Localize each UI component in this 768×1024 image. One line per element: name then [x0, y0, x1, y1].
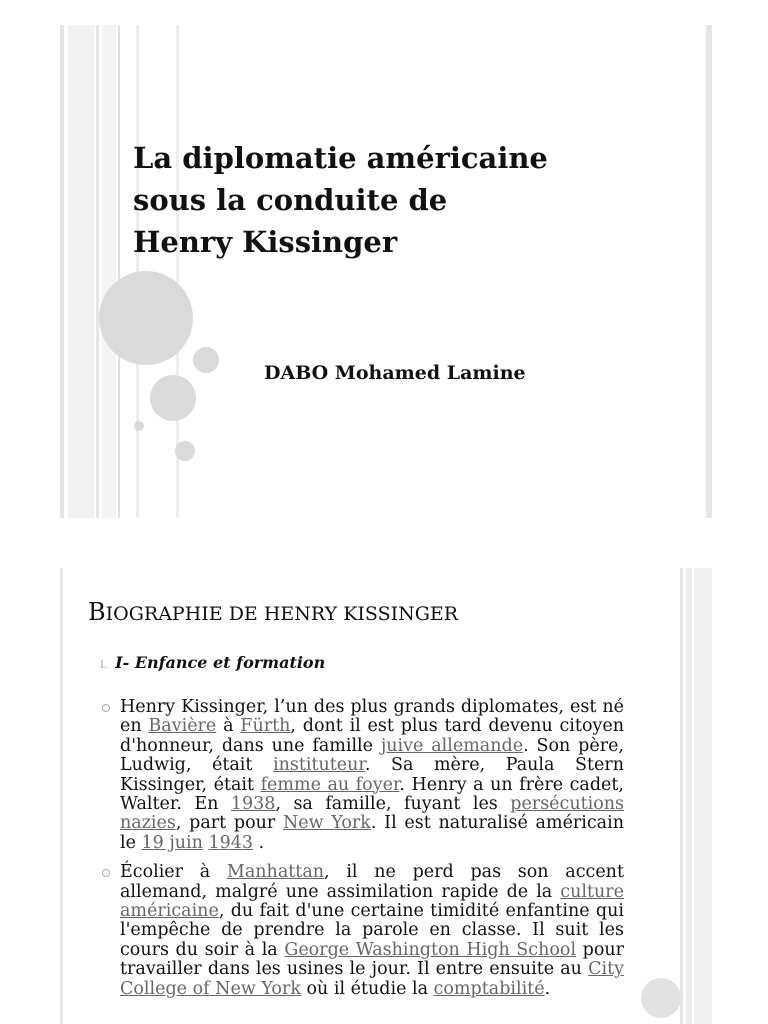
presentation-title — [133, 137, 548, 263]
decor-stripe — [706, 25, 712, 518]
text-segment: . Henry a un frère cadet, Walter. En — [120, 774, 624, 815]
text-segment: où il étudie la — [300, 978, 434, 999]
title-line: sous la conduite de — [133, 183, 448, 217]
bullet-text — [120, 862, 624, 998]
wiki-link[interactable]: Manhattan — [226, 862, 325, 883]
list-number: I. — [100, 660, 108, 671]
text-segment: Écolier à — [120, 862, 227, 883]
text-segment: à — [216, 716, 241, 737]
wiki-link[interactable]: Bavière — [148, 716, 217, 737]
text-segment: . — [253, 832, 265, 853]
wiki-link[interactable]: Fürth — [240, 716, 291, 737]
text-segment: Henry Kissinger, l’un des plus grands diplomates, est né en — [120, 697, 624, 737]
bullet-circle-icon — [102, 704, 110, 712]
decor-stripe — [102, 25, 116, 518]
decor-circle — [134, 421, 144, 431]
text-segment: , il ne perd pas son accent allemand, malgré une assimilation rapide de la — [120, 862, 624, 902]
title-line: La diplomatie américaine — [133, 141, 548, 175]
bullet-item — [100, 698, 624, 853]
decor-stripe — [60, 568, 63, 1024]
wiki-link[interactable]: New York — [282, 813, 371, 834]
decor-circle — [175, 441, 195, 461]
text-segment: . Son père, Ludwig, était — [120, 735, 624, 776]
text-segment: , part pour — [175, 813, 283, 834]
title-initial: B — [88, 598, 106, 626]
text-segment: , du fait d'une certaine timidité enfantine qui l'empêche de prendre la parole en classe. Il suit les cours du soir à la — [120, 901, 624, 960]
decor-stripe — [118, 25, 120, 518]
wiki-link[interactable]: juive allemande — [380, 735, 524, 756]
wiki-link[interactable]: femme au foyer — [260, 774, 400, 795]
decor-stripe — [96, 25, 99, 518]
text-segment: . Il est naturalisé américain le — [120, 813, 624, 853]
bullet-list — [100, 698, 624, 1009]
text-segment: . Sa mère, Paula Stern Kissinger, était — [120, 755, 624, 795]
decor-stripe — [686, 568, 692, 1024]
wiki-link[interactable]: instituteur — [272, 755, 365, 776]
author-name: DABO Mohamed Lamine — [264, 362, 526, 384]
wiki-link[interactable]: City College of New York — [120, 959, 624, 999]
title-rest: IOGRAPHIE DE HENRY KISSINGER — [105, 603, 459, 625]
decor-stripe — [68, 25, 94, 518]
title-line: Henry Kissinger — [133, 225, 398, 259]
bullet-circle-icon — [102, 869, 110, 877]
section-heading-text: I- Enfance et formation — [115, 653, 326, 672]
decor-stripe — [694, 568, 712, 1024]
text-segment: pour travailler dans les usines le jour. Il entre ensuite au — [120, 939, 625, 980]
decor-circle — [150, 375, 196, 421]
bullet-item — [100, 863, 624, 999]
decor-circle — [99, 271, 193, 365]
wiki-link[interactable]: comptabilité — [433, 978, 545, 999]
wiki-link[interactable]: persécutions nazies — [120, 794, 625, 834]
text-segment: , sa famille, fuyant les — [275, 794, 511, 815]
decor-circle — [641, 978, 681, 1018]
slide-title — [88, 598, 458, 626]
wiki-link[interactable]: culture américaine — [120, 881, 624, 922]
text-segment: . — [544, 978, 551, 999]
wiki-link[interactable]: 19 juin — [141, 832, 203, 853]
decor-circle — [193, 347, 219, 373]
section-heading — [100, 653, 325, 672]
decor-stripe — [60, 25, 64, 518]
wiki-link[interactable]: 1938 — [230, 794, 276, 815]
wiki-link[interactable]: 1943 — [208, 832, 254, 853]
wiki-link[interactable]: George Washington High School — [284, 939, 577, 960]
slide-biography — [60, 568, 712, 1024]
bullet-text — [120, 697, 624, 853]
decor-stripe — [680, 568, 683, 1024]
text-segment: , dont il est plus tard devenu citoyen d'honneur, dans une famille — [120, 716, 624, 756]
slide-title — [60, 25, 712, 518]
